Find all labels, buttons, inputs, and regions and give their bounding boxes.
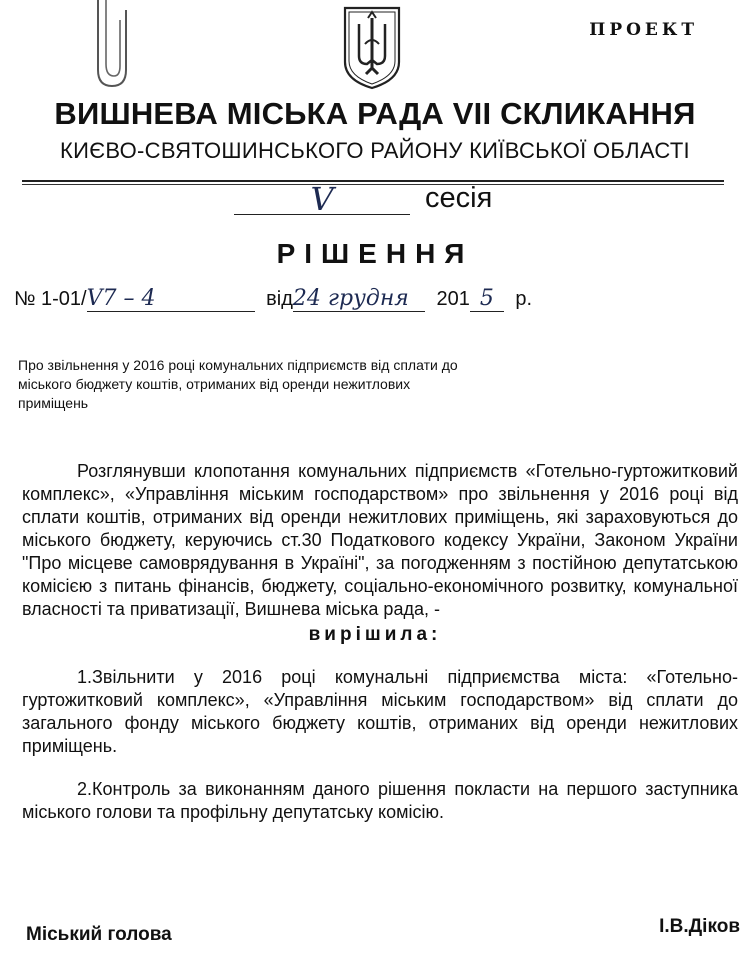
session-underline: [234, 214, 410, 215]
session-number: V: [310, 180, 334, 218]
date-handwritten: 24 грудня: [292, 286, 409, 311]
document-title: РІШЕННЯ: [276, 238, 474, 269]
decision-number-field: [87, 286, 255, 312]
year-suffix: р.: [515, 288, 533, 310]
decision-item-2: 2.Контроль за виконанням даного рішення покласти на першого заступника міського голови та профільну депутатську комісію.: [22, 779, 738, 822]
decision-number-row: [14, 286, 532, 312]
council-title: ВИШНЕВА МІСЬКА РАДА VII СКЛИКАННЯ: [54, 96, 696, 131]
decision-number-prefix: № 1-01/: [14, 288, 87, 310]
preamble-paragraph: Розглянувши клопотання комунальних підприємств «Готельно-гуртожитковий комплекс», «Управління міським господарством» про звільнення у 2016 році від сплати коштів, отриманих від оренди нежитлових приміщень, які зараховуються до міського бюджету, керуючись ст.30 Податкового кодексу України, Законом України "Про місцеве самоврядування в Україні", за погодженням з постійною депутатською комісією з питань фінансів, бюджету, соціально-економічного розвитку, комунальної власності та приватизації, Вишнева міська рада, -: [22, 461, 738, 619]
decision-number-handwritten: V7 – 4: [86, 286, 156, 311]
draft-stamp: ПРОЕКТ: [589, 20, 698, 40]
year-field: [470, 286, 504, 312]
signature-position: Міський голова: [26, 924, 172, 945]
date-prefix: від: [266, 288, 293, 310]
decided-heading: вирішила:: [308, 624, 442, 645]
year-handwritten: 5: [479, 286, 494, 311]
signature-name: І.В.Діков: [659, 916, 740, 937]
date-field: [293, 286, 425, 312]
decision-item-1: 1.Звільнити у 2016 році комунальні підприємства міста: «Готельно-гуртожитковий комплекс», «Управління міським господарством» від сплати до загального фонду міського бюджету коштів, отриманих від оренди нежитлових приміщень.: [22, 667, 738, 756]
session-label: сесія: [425, 182, 493, 214]
year-prefix: 201: [436, 288, 470, 310]
district-subtitle: КИЄВО-СВЯТОШИНСЬКОГО РАЙОНУ КИЇВСЬКОЇ ОБЛАСТІ: [60, 138, 690, 163]
decision-subject: Про звільнення у 2016 році комунальних підприємств від сплати до міського бюджету коштів, отриманих від оренди нежитлових приміщень: [18, 357, 458, 411]
coat-of-arms-icon: [341, 4, 403, 90]
paper-clip-icon: [88, 0, 134, 90]
